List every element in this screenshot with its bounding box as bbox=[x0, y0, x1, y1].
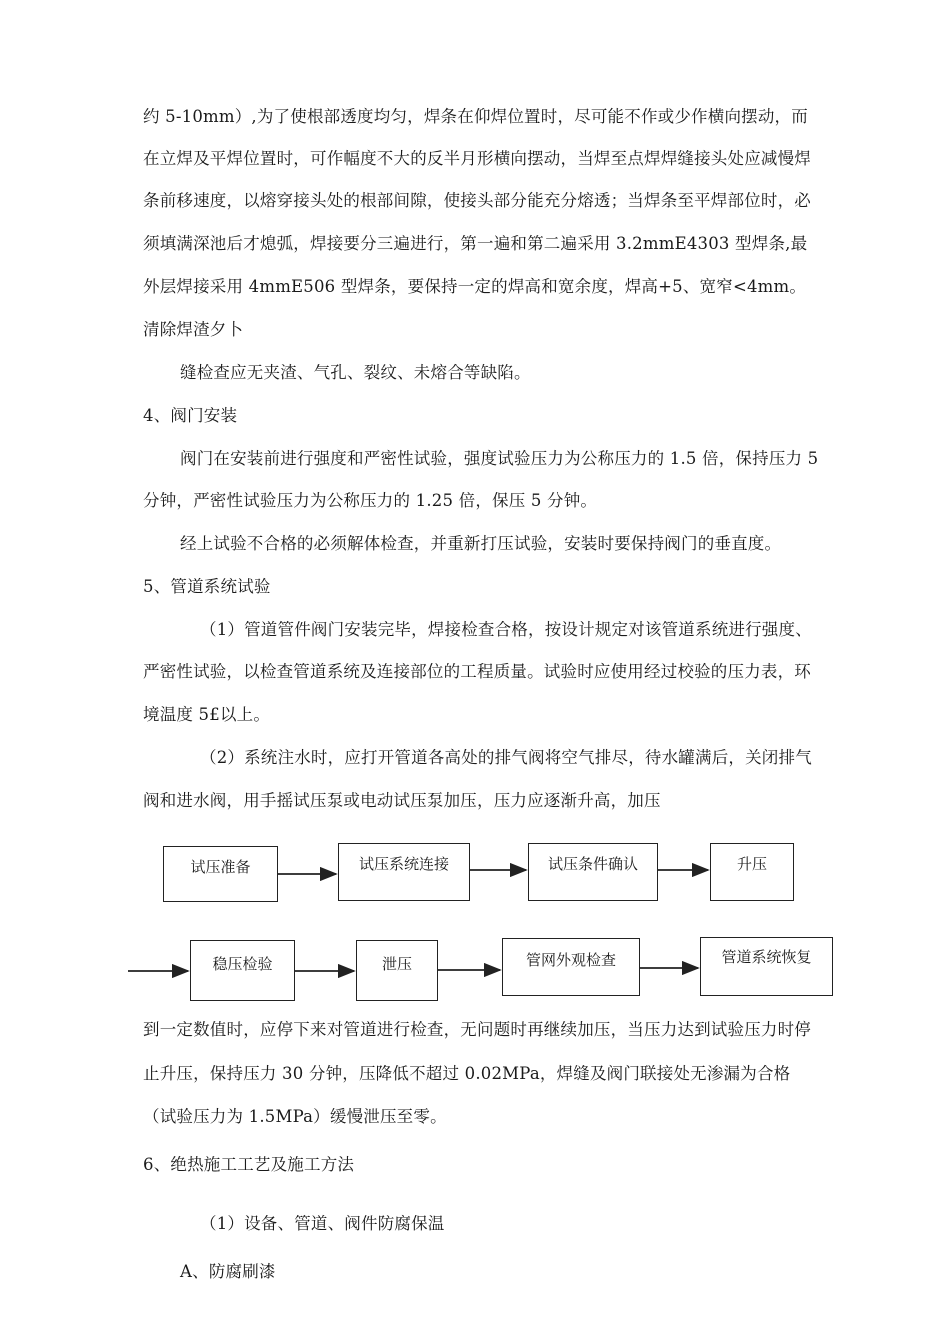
text-line: （1）管道管件阀门安装完毕，焊接检查合格，按设计规定对该管道系统进行强度、 bbox=[200, 620, 812, 639]
flow-box-label: 泄压 bbox=[381, 955, 412, 973]
text-line: 在立焊及平焊位置时，可作幅度不大的反半月形横向摆动，当焊至点焊焊缝接头处应减慢焊 bbox=[143, 149, 811, 168]
text-line: （试验压力为 1.5MPa）缓慢泄压至零。 bbox=[143, 1107, 447, 1126]
section-heading: 4、阀门安装 bbox=[143, 406, 238, 425]
text-line: 外层焊接采用 4mmE506 型焊条，要保持一定的焊高和宽余度，焊高+5、宽窄<4mm。 bbox=[143, 277, 807, 296]
flow-box bbox=[528, 843, 658, 901]
text-line: （2）系统注水时，应打开管道各高处的排气阀将空气排尽，待水罐满后，关闭排气 bbox=[200, 748, 812, 767]
subsection-heading: A、防腐刷漆 bbox=[180, 1262, 276, 1281]
text-line: 须填满深池后才熄弧，焊接要分三遍进行，第一遍和第二遍采用 3.2mmE4303 型焊条,最 bbox=[143, 234, 808, 253]
section-heading: 5、管道系统试验 bbox=[143, 577, 271, 596]
flow-box-label: 管道系统恢复 bbox=[721, 948, 812, 966]
text-line: 境温度 5£以上。 bbox=[143, 705, 271, 724]
flow-box-label: 试压系统连接 bbox=[358, 855, 449, 873]
text-line: 经上试验不合格的必须解体检查，并重新打压试验，安装时要保持阀门的垂直度。 bbox=[180, 534, 782, 553]
text-line: 条前移速度，以熔穿接头处的根部间隙，使接头部分能充分熔透；当焊条至平焊部位时，必 bbox=[143, 191, 811, 210]
flow-box-label: 试压条件确认 bbox=[547, 855, 638, 873]
text-line: 缝检查应无夹渣、气孔、裂纹、未熔合等缺陷。 bbox=[180, 363, 531, 382]
text-line: 清除焊渣夕卜 bbox=[143, 320, 244, 339]
text-line: 严密性试验，以检查管道系统及连接部位的工程质量。试验时应使用经过校验的压力表，环 bbox=[143, 662, 811, 681]
flow-box-label: 稳压检验 bbox=[212, 955, 273, 973]
text-line: 止升压，保持压力 30 分钟，压降低不超过 0.02MPa，焊缝及阀门联接处无渗漏为合格 bbox=[143, 1064, 791, 1083]
flow-box-label: 升压 bbox=[736, 855, 767, 873]
text-line: 分钟，严密性试验压力为公称压力的 1.25 倍，保压 5 分钟。 bbox=[143, 491, 598, 510]
subsection-heading: （1）设备、管道、阀件防腐保温 bbox=[200, 1214, 445, 1233]
text-line: 约 5-10mm）,为了使根部透度均匀，焊条在仰焊位置时，尽可能不作或少作横向摆动，而 bbox=[143, 107, 808, 126]
flow-box bbox=[338, 843, 470, 901]
flow-box-label: 管网外观检查 bbox=[525, 951, 616, 969]
flow-box bbox=[190, 940, 295, 1001]
flow-box bbox=[710, 843, 794, 901]
flow-box bbox=[502, 938, 640, 996]
flow-box bbox=[163, 846, 278, 902]
text-line: 阀和进水阀，用手摇试压泵或电动试压泵加压，压力应逐渐升高，加压 bbox=[143, 791, 661, 810]
text-line: 阀门在安装前进行强度和严密性试验，强度试验压力为公称压力的 1.5 倍，保持压力 5 bbox=[180, 449, 819, 468]
text-line: 到一定数值时，应停下来对管道进行检查，无问题时再继续加压，当压力达到试验压力时停 bbox=[143, 1020, 811, 1039]
section-heading: 6、绝热施工工艺及施工方法 bbox=[143, 1155, 355, 1174]
flow-box-label: 试压准备 bbox=[190, 858, 251, 876]
flow-box bbox=[356, 940, 438, 1001]
flow-box bbox=[700, 937, 833, 996]
